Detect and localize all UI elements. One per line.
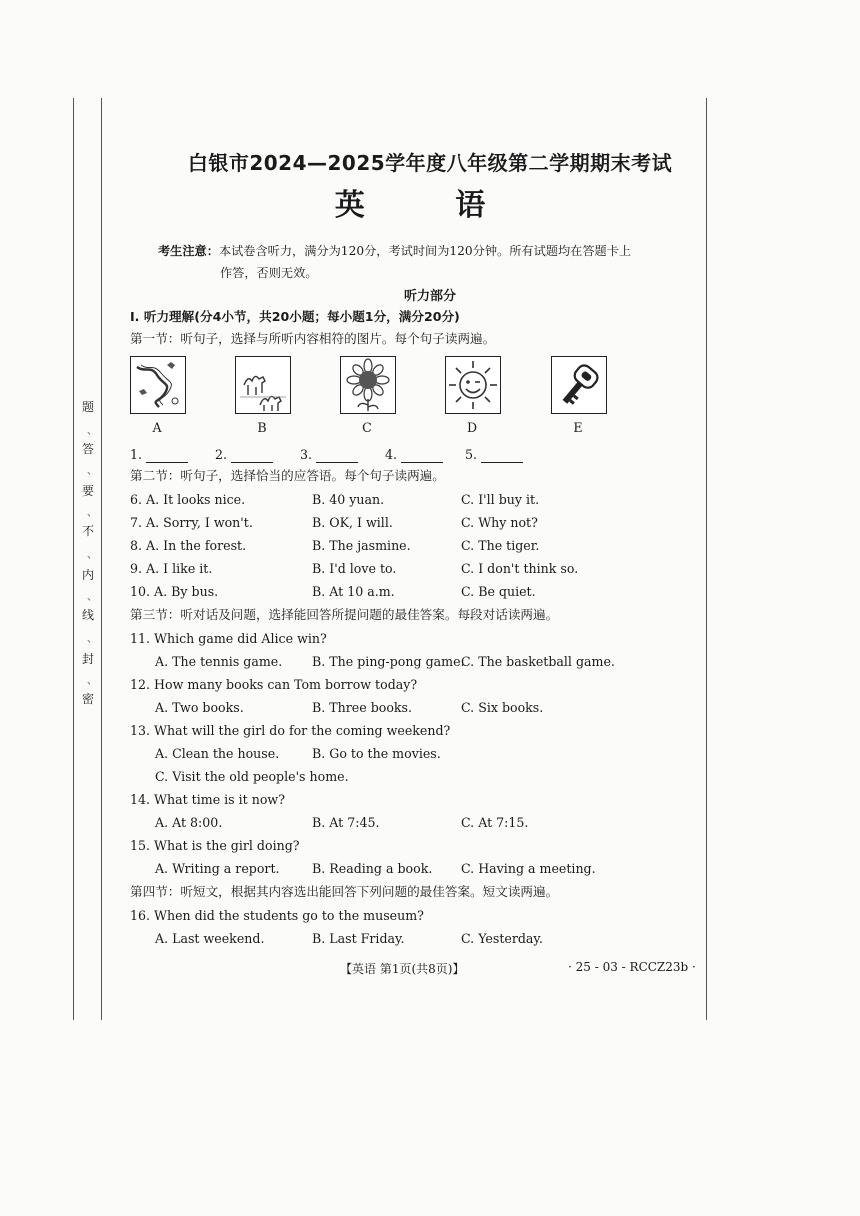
answer-blank-1 — [130, 447, 188, 463]
option-a: A. Sorry, I won't. — [146, 515, 253, 530]
option-a: A. It looks nice. — [146, 492, 246, 507]
exam-code: · 25 - 03 - RCCZ23b · — [568, 960, 696, 974]
margin-word: 要 — [81, 484, 94, 498]
option-b: B. I'd love to. — [312, 561, 397, 576]
question-9 — [130, 561, 212, 577]
picture-label-d: D — [466, 420, 478, 435]
option-a: A. I like it. — [146, 561, 213, 576]
question-15-stem: 15. What is the girl doing? — [130, 838, 300, 853]
blank-line — [231, 450, 273, 463]
option-b: B. The ping-pong game. — [312, 654, 465, 669]
question-11-stem: 11. Which game did Alice win? — [130, 631, 327, 646]
margin-sep: 、 — [87, 550, 97, 561]
exam-notice — [158, 240, 698, 284]
option-b: B. At 7:45. — [312, 815, 380, 830]
sec3-instruction: 第三节：听对话及问题，选择能回答所提问题的最佳答案。每段对话读两遍。 — [130, 607, 559, 622]
page-right-border — [706, 98, 707, 1020]
notice-label: 考生注意： — [158, 244, 219, 258]
margin-sep: 、 — [87, 426, 97, 437]
answer-blank-3 — [300, 447, 358, 463]
sec2-instruction: 第二节：听句子，选择恰当的应答语。每个句子读两遍。 — [130, 468, 445, 483]
margin-word: 线 — [81, 608, 94, 622]
binding-line-outer — [73, 98, 74, 1020]
blank-number: 4. — [385, 447, 398, 462]
option-a: A. In the forest. — [146, 538, 247, 553]
question-number: 7. — [130, 515, 143, 530]
option-c: C. Yesterday. — [461, 931, 543, 946]
question-7 — [130, 515, 253, 531]
listening-heading: Ⅰ. 听力理解(分4小节，共20小题；每小题1分，满分20分) — [130, 309, 460, 324]
margin-word: 答 — [81, 442, 94, 456]
option-c: C. I don't think so. — [461, 561, 579, 576]
option-c: C. The tiger. — [461, 538, 540, 553]
option-c: C. Why not? — [461, 515, 538, 530]
picture-label-c: C — [362, 420, 372, 435]
question-8 — [130, 538, 246, 554]
option-b: B. At 10 a.m. — [312, 584, 395, 599]
picture-b — [235, 356, 291, 414]
margin-sep: 、 — [87, 466, 97, 477]
blank-number: 3. — [300, 447, 313, 462]
option-a: A. Writing a report. — [155, 861, 280, 876]
question-number: 8. — [130, 538, 143, 553]
option-a: A. By bus. — [154, 584, 219, 599]
option-c: C. Having a meeting. — [461, 861, 596, 876]
option-a: A. Two books. — [155, 700, 244, 715]
margin-sep: 、 — [87, 508, 97, 519]
answer-blank-5 — [465, 447, 523, 463]
option-c: C. I'll buy it. — [461, 492, 540, 507]
option-a: A. Clean the house. — [155, 746, 280, 761]
question-number: 6. — [130, 492, 143, 507]
picture-e — [551, 356, 607, 414]
page-number: 【英语 第1页(共8页)】 — [340, 962, 465, 976]
question-13-stem: 13. What will the girl do for the coming weekend? — [130, 723, 451, 738]
exam-title: 白银市2024—2025学年度八年级第二学期期末考试 — [187, 151, 673, 175]
option-c: C. At 7:15. — [461, 815, 529, 830]
question-14-stem: 14. What time is it now? — [130, 792, 285, 807]
option-b: B. OK, I will. — [312, 515, 393, 530]
picture-label-e: E — [573, 420, 583, 435]
option-b: B. Reading a book. — [312, 861, 433, 876]
blank-number: 2. — [215, 447, 228, 462]
picture-d — [445, 356, 501, 414]
picture-a — [130, 356, 186, 414]
margin-word: 内 — [81, 568, 94, 582]
question-16-stem: 16. When did the students go to the museum? — [130, 908, 424, 923]
answer-blank-2 — [215, 447, 273, 463]
option-a: A. At 8:00. — [155, 815, 223, 830]
question-number: 9. — [130, 561, 143, 576]
option-c: C. Be quiet. — [461, 584, 536, 599]
blank-number: 5. — [465, 447, 478, 462]
margin-word: 封 — [81, 652, 94, 666]
option-b: B. Last Friday. — [312, 931, 405, 946]
question-number: 10. — [130, 584, 151, 599]
margin-sep: 、 — [87, 676, 97, 687]
key-icon — [552, 357, 606, 413]
blank-line — [316, 450, 358, 463]
option-c: C. Visit the old people's home. — [155, 769, 349, 784]
margin-sep: 、 — [87, 592, 97, 603]
sun-face-icon — [446, 357, 500, 413]
option-b: B. Three books. — [312, 700, 413, 715]
option-c: C. Six books. — [461, 700, 544, 715]
question-10 — [130, 584, 218, 600]
option-b: B. 40 yuan. — [312, 492, 385, 507]
option-a: A. The tennis game. — [155, 654, 283, 669]
option-a: A. Last weekend. — [155, 931, 265, 946]
margin-word: 题 — [81, 400, 94, 414]
question-6 — [130, 492, 245, 508]
question-12-stem: 12. How many books can Tom borrow today? — [130, 677, 418, 692]
picture-c — [340, 356, 396, 414]
margin-word: 不 — [81, 524, 94, 538]
margin-word: 密 — [81, 692, 94, 706]
notice-line2: 作答，否则无效。 — [220, 266, 318, 280]
sec1-instruction: 第一节：听句子，选择与所听内容相符的图片。每个句子读两遍。 — [130, 331, 496, 346]
option-b: B. Go to the movies. — [312, 746, 441, 761]
camels-icon — [236, 357, 290, 413]
subject-title: 英 语 — [334, 188, 526, 223]
sunflower-icon — [341, 357, 395, 413]
river-map-icon — [131, 357, 185, 413]
picture-label-b: B — [257, 420, 267, 435]
sec4-instruction: 第四节：听短文，根据其内容选出能回答下列问题的最佳答案。短文读两遍。 — [130, 884, 559, 899]
picture-label-a: A — [152, 420, 162, 435]
margin-sep: 、 — [87, 634, 97, 645]
binding-line-inner — [101, 98, 102, 1020]
option-c: C. The basketball game. — [461, 654, 615, 669]
blank-line — [481, 450, 523, 463]
answer-blank-4 — [385, 447, 443, 463]
blank-line — [401, 450, 443, 463]
part-title: 听力部分 — [403, 289, 456, 304]
option-b: B. The jasmine. — [312, 538, 411, 553]
notice-line1: 本试卷含听力，满分为120分，考试时间为120分钟。所有试题均在答题卡上 — [218, 244, 632, 258]
blank-number: 1. — [130, 447, 143, 462]
blank-line — [146, 450, 188, 463]
